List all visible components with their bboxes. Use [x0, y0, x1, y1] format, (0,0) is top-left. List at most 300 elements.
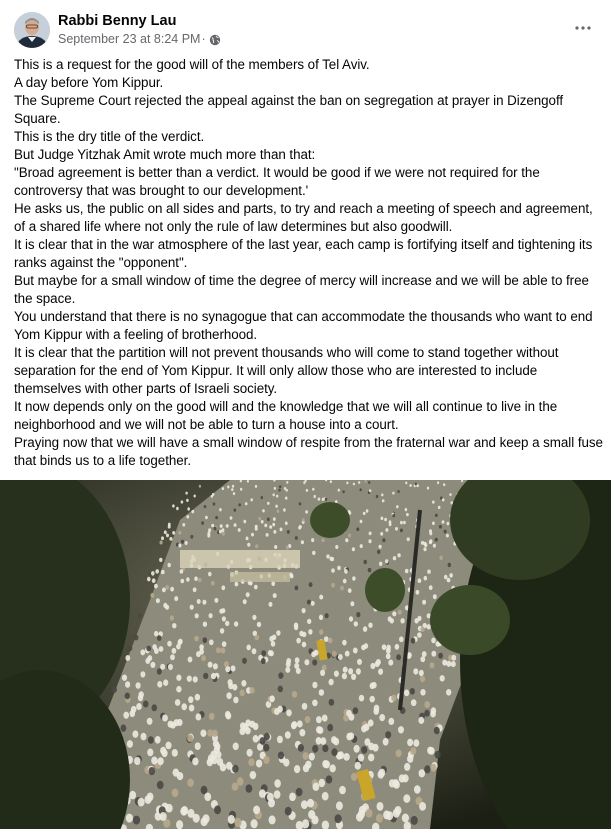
crowd-figure: [427, 487, 429, 490]
crowd-figure: [361, 725, 367, 732]
crowd-figure: [272, 523, 275, 527]
crowd-figure: [414, 618, 418, 623]
crowd-figure: [228, 679, 233, 686]
crowd-figure: [339, 786, 346, 794]
crowd-figure: [249, 721, 255, 728]
crowd-figure: [274, 545, 277, 549]
crowd-figure: [329, 679, 334, 686]
crowd-figure: [320, 670, 325, 676]
crowd-figure: [325, 498, 328, 501]
crowd-figure: [308, 629, 312, 635]
crowd-figure: [277, 510, 280, 513]
crowd-figure: [416, 590, 420, 595]
crowd-figure: [221, 608, 225, 613]
crowd-figure: [267, 518, 270, 522]
crowd-figure: [301, 800, 308, 809]
crowd-figure: [193, 587, 197, 592]
crowd-figure: [242, 658, 247, 664]
crowd-figure: [351, 773, 358, 781]
crowd-figure: [312, 700, 318, 707]
crowd-figure: [178, 531, 181, 535]
crowd-figure: [274, 790, 281, 799]
crowd-figure: [369, 532, 372, 536]
crowd-figure: [181, 703, 187, 710]
crowd-figure: [147, 577, 151, 582]
crowd-figure: [343, 579, 347, 584]
post-body: [14, 56, 604, 470]
crowd-figure: [252, 648, 257, 654]
crowd-figure: [237, 777, 244, 785]
crowd-figure: [222, 641, 227, 647]
crowd-figure: [382, 644, 387, 650]
crowd-figure: [307, 799, 314, 808]
crowd-figure: [338, 654, 343, 660]
crowd-figure: [207, 758, 213, 766]
post-meta: [58, 32, 221, 47]
crowd-figure: [234, 621, 238, 626]
crowd-figure: [286, 546, 289, 550]
crowd-figure: [226, 524, 229, 528]
crowd-figure: [446, 689, 451, 696]
crowd-figure: [405, 569, 409, 573]
crowd-figure: [399, 774, 406, 782]
crowd-figure: [296, 788, 303, 797]
crowd-figure: [167, 641, 172, 647]
crowd-figure: [405, 508, 408, 511]
crowd-figure: [292, 691, 297, 698]
crowd-figure: [334, 671, 339, 677]
crowd-figure: [392, 492, 394, 495]
crowd-figure: [302, 642, 307, 648]
author-name[interactable]: Rabbi Benny Lau: [58, 13, 177, 29]
crowd-figure: [145, 658, 150, 664]
crowd-figure: [349, 616, 353, 621]
crowd-figure: [286, 658, 291, 664]
crowd-figure: [431, 638, 436, 644]
crowd-figure: [162, 714, 168, 721]
crowd-figure: [407, 755, 413, 763]
crowd-figure: [376, 814, 383, 823]
crowd-figure: [246, 784, 253, 792]
crowd-figure: [271, 641, 276, 647]
crowd-figure: [191, 510, 194, 513]
crowd-figure: [146, 646, 151, 652]
crowd-figure: [331, 583, 335, 588]
crowd-figure: [368, 719, 374, 726]
crowd-figure: [197, 599, 201, 604]
crowd-figure: [343, 753, 349, 761]
crowd-figure: [154, 648, 159, 654]
crowd-figure: [232, 765, 238, 773]
crowd-figure: [434, 727, 440, 734]
post-photo[interactable]: [0, 480, 611, 829]
crowd-figure: [312, 745, 318, 753]
crowd-figure: [269, 636, 274, 642]
crowd-figure: [292, 721, 298, 728]
crowd-figure: [204, 793, 211, 802]
crowd-figure: [243, 599, 247, 604]
crowd-figure: [365, 809, 372, 818]
crowd-figure: [385, 731, 391, 738]
crowd-figure: [431, 707, 437, 714]
post-paragraph: It now depends only on the good will and the knowledge that we will all continue to live in the neighborhood and we will not be able to turn a house into a court.: [14, 399, 558, 432]
crowd-figure: [413, 668, 418, 674]
crowd-figure: [377, 550, 380, 554]
crowd-figure: [302, 632, 307, 638]
crowd-figure: [294, 625, 298, 631]
crowd-figure: [442, 520, 445, 524]
crowd-figure: [424, 765, 430, 773]
crowd-figure: [433, 544, 436, 548]
crowd-figure: [330, 764, 336, 772]
crowd-figure: [215, 751, 221, 759]
crowd-figure: [318, 498, 321, 501]
crowd-figure: [213, 502, 216, 505]
crowd-figure: [397, 490, 399, 493]
crowd-figure: [424, 701, 430, 708]
crowd-figure: [297, 720, 303, 727]
crowd-figure: [352, 547, 355, 551]
crowd-figure: [157, 781, 164, 789]
crowd-figure: [356, 527, 359, 531]
crowd-figure: [187, 676, 192, 682]
crowd-figure: [364, 560, 367, 564]
crowd-figure: [449, 493, 451, 496]
crowd-figure: [252, 615, 256, 620]
crowd-figure: [221, 648, 226, 654]
crowd-figure: [403, 794, 410, 803]
crowd-figure: [343, 667, 348, 673]
crowd-figure: [338, 489, 340, 492]
crowd-figure: [154, 584, 158, 589]
crowd-figure: [342, 640, 347, 646]
crowd-figure: [248, 758, 254, 766]
crowd-figure: [358, 810, 365, 819]
crowd-figure: [447, 578, 451, 583]
crowd-figure: [201, 521, 204, 525]
crowd-figure: [377, 802, 384, 811]
crowd-figure: [150, 593, 154, 598]
crowd-figure: [195, 613, 199, 618]
crowd-figure: [140, 649, 145, 655]
crowd-figure: [413, 739, 419, 747]
crowd-figure: [134, 635, 139, 641]
crowd-figure: [444, 530, 447, 534]
crowd-figure: [305, 510, 308, 513]
crowd-figure: [280, 528, 283, 532]
crowd-figure: [388, 660, 393, 666]
crowd-figure: [319, 595, 323, 600]
crowd-figure: [422, 600, 426, 605]
crowd-figure: [182, 523, 185, 527]
crowd-figure: [217, 758, 223, 766]
crowd-figure: [393, 781, 400, 789]
crowd-figure: [264, 733, 270, 741]
crowd-figure: [376, 495, 378, 498]
crowd-figure: [393, 809, 400, 818]
crowd-figure: [307, 619, 311, 624]
crowd-figure: [250, 771, 257, 779]
crowd-figure: [202, 814, 209, 823]
crowd-figure: [246, 645, 251, 651]
crowd-figure: [165, 605, 169, 610]
crowd-figure: [316, 726, 322, 733]
crowd-figure: [226, 762, 232, 770]
crowd-figure: [422, 651, 427, 657]
crowd-figure: [440, 675, 445, 681]
more-options-icon[interactable]: [569, 16, 597, 40]
crowd-figure: [222, 487, 224, 490]
crowd-figure: [411, 699, 417, 706]
crowd-figure: [348, 732, 354, 739]
crowd-figure: [330, 480, 332, 483]
crowd-figure: [400, 529, 403, 533]
crowd-figure: [156, 598, 160, 603]
crowd-figure: [221, 585, 225, 590]
crowd-figure: [359, 695, 364, 702]
post-paragraph: But Judge Yitzhak Amit wrote much more than that:: [14, 147, 316, 162]
crowd-figure: [172, 515, 175, 518]
crowd-figure: [123, 712, 129, 719]
crowd-figure: [340, 586, 344, 591]
crowd-figure: [442, 498, 445, 501]
crowd-figure: [161, 570, 165, 574]
crowd-figure: [392, 611, 396, 616]
crowd-figure: [287, 530, 290, 534]
crowd-figure: [420, 689, 425, 696]
crowd-figure: [238, 528, 241, 532]
globe-icon[interactable]: [209, 34, 221, 46]
crowd-figure: [312, 682, 317, 689]
crowd-figure: [324, 636, 329, 642]
crowd-figure: [273, 517, 276, 521]
crowd-figure: [424, 576, 428, 581]
crowd-figure: [263, 744, 269, 752]
crowd-figure: [276, 495, 278, 498]
crowd-figure: [170, 654, 175, 660]
crowd-figure: [365, 480, 367, 483]
crowd-figure: [176, 686, 181, 693]
crowd-figure: [438, 506, 441, 509]
crowd-figure: [225, 621, 229, 626]
crowd-figure: [159, 558, 162, 562]
crowd-figure: [447, 522, 450, 526]
crowd-figure: [174, 596, 178, 601]
post-paragraph: But maybe for a small window of time the degree of mercy will increase and we will be able to free the space.: [14, 273, 589, 306]
crowd-figure: [409, 484, 411, 487]
crowd-figure: [410, 747, 416, 755]
crowd-figure: [160, 812, 167, 821]
crowd-figure: [353, 707, 359, 714]
crowd-figure: [358, 481, 360, 484]
crowd-figure: [172, 789, 179, 798]
crowd-figure: [385, 559, 388, 563]
crowd-figure: [213, 663, 218, 669]
crowd-figure: [212, 730, 218, 737]
crowd-figure: [165, 585, 169, 590]
crowd-figure: [138, 798, 145, 807]
crowd-figure: [411, 816, 418, 825]
crowd-figure: [356, 668, 361, 674]
crowd-figure: [240, 690, 245, 697]
crowd-figure: [147, 718, 153, 725]
crowd-figure: [298, 744, 304, 752]
crowd-figure: [228, 815, 235, 824]
crowd-figure: [170, 615, 174, 620]
crowd-figure: [203, 673, 208, 679]
crowd-figure: [165, 742, 171, 750]
crowd-figure: [219, 508, 222, 511]
crowd-figure: [361, 746, 367, 754]
crowd-figure: [187, 507, 190, 510]
crowd-figure: [180, 569, 184, 573]
crowd-figure: [420, 656, 425, 662]
crowd-figure: [163, 679, 168, 686]
crowd-figure: [327, 724, 333, 731]
crowd-figure: [247, 543, 250, 547]
post-paragraph: A day before Yom Kippur.: [14, 75, 164, 90]
crowd-figure: [356, 612, 360, 617]
crowd-figure: [319, 779, 326, 787]
crowd-figure: [199, 485, 201, 488]
crowd-figure: [220, 524, 223, 528]
crowd-figure: [207, 532, 210, 536]
crowd-figure: [302, 518, 305, 522]
crowd-figure: [152, 578, 156, 583]
crowd-figure: [418, 717, 424, 724]
crowd-figure: [185, 541, 188, 545]
crowd-figure: [160, 664, 165, 670]
crowd-figure: [155, 569, 159, 573]
crowd-figure: [389, 520, 392, 524]
crowd-figure: [328, 638, 333, 644]
crowd-figure: [358, 754, 364, 762]
crowd-figure: [312, 488, 314, 491]
crowd-figure: [251, 533, 254, 537]
crowd-figure: [233, 697, 238, 704]
author-avatar[interactable]: [14, 12, 50, 48]
crowd-figure: [278, 672, 283, 678]
crowd-figure: [205, 516, 208, 519]
crowd-figure: [253, 735, 259, 743]
crowd-figure: [435, 514, 438, 517]
crowd-figure: [148, 736, 154, 744]
crowd-figure: [361, 645, 366, 651]
crowd-figure: [451, 655, 456, 661]
crowd-figure: [227, 486, 229, 489]
crowd-figure: [176, 507, 179, 510]
crowd-figure: [277, 736, 283, 744]
crowd-figure: [395, 527, 398, 531]
crowd-figure: [443, 483, 445, 486]
crowd-figure: [241, 680, 246, 687]
crowd-figure: [284, 487, 286, 490]
crowd-figure: [302, 608, 306, 613]
crowd-figure: [203, 637, 208, 643]
crowd-figure: [435, 538, 438, 542]
crowd-figure: [390, 618, 394, 623]
crowd-figure: [232, 485, 234, 488]
crowd-figure: [194, 576, 198, 581]
crowd-figure: [149, 767, 156, 775]
crowd-figure: [345, 538, 348, 542]
crowd-figure: [363, 512, 366, 515]
crowd-figure: [429, 540, 432, 544]
crowd-figure: [255, 525, 258, 529]
crowd-figure: [311, 538, 314, 542]
crowd-figure: [186, 577, 190, 582]
crowd-figure: [173, 769, 180, 777]
crowd-figure: [410, 688, 415, 695]
crowd-figure: [345, 651, 350, 657]
crowd-figure: [417, 632, 422, 638]
crowd-figure: [189, 705, 195, 712]
crowd-figure: [407, 537, 410, 541]
crowd-figure: [366, 509, 369, 512]
crowd-figure: [215, 516, 218, 519]
crowd-figure: [398, 726, 404, 733]
crowd-figure: [331, 568, 335, 572]
crowd-figure: [433, 594, 437, 599]
crowd-figure: [279, 485, 281, 488]
crowd-figure: [294, 765, 300, 773]
crowd-figure: [369, 489, 371, 492]
crowd-figure: [368, 481, 370, 484]
crowd-figure: [202, 600, 206, 605]
crowd-figure: [175, 699, 181, 706]
crowd-figure: [384, 518, 387, 522]
crowd-figure: [254, 585, 258, 590]
crowd-figure: [168, 563, 171, 567]
crowd-figure: [301, 540, 304, 544]
crowd-figure: [419, 802, 426, 811]
crowd-figure: [411, 638, 416, 644]
crowd-figure: [344, 569, 348, 573]
crowd-figure: [234, 818, 241, 827]
crowd-figure: [190, 605, 194, 610]
crowd-figure: [326, 554, 329, 558]
crowd-figure: [208, 662, 213, 668]
crowd-figure: [140, 671, 145, 677]
crowd-figure: [234, 508, 237, 511]
crowd-figure: [157, 757, 163, 765]
crowd-figure: [446, 661, 451, 667]
crowd-figure: [337, 566, 341, 570]
crowd-figure: [226, 712, 232, 719]
crowd-figure: [314, 495, 316, 498]
crowd-figure: [286, 481, 288, 484]
crowd-figure: [407, 739, 413, 747]
crowd-figure: [269, 602, 273, 607]
crowd-figure: [122, 675, 127, 681]
crowd-figure: [406, 513, 409, 516]
crowd-figure: [198, 578, 202, 583]
crowd-figure: [429, 529, 432, 533]
crowd-figure: [306, 489, 308, 492]
crowd-figure: [208, 572, 212, 577]
crowd-figure: [404, 763, 410, 771]
crowd-figure: [333, 738, 339, 746]
crowd-figure: [190, 535, 193, 539]
crowd-figure: [160, 541, 163, 545]
crowd-figure: [320, 737, 326, 745]
crowd-figure: [338, 751, 344, 759]
post-timestamp[interactable]: September 23 at 8:24 PM: [58, 32, 201, 46]
crowd-figure: [187, 779, 194, 787]
crowd-figure: [415, 483, 417, 486]
crowd-figure: [169, 537, 172, 541]
crowd-figure: [193, 676, 198, 682]
